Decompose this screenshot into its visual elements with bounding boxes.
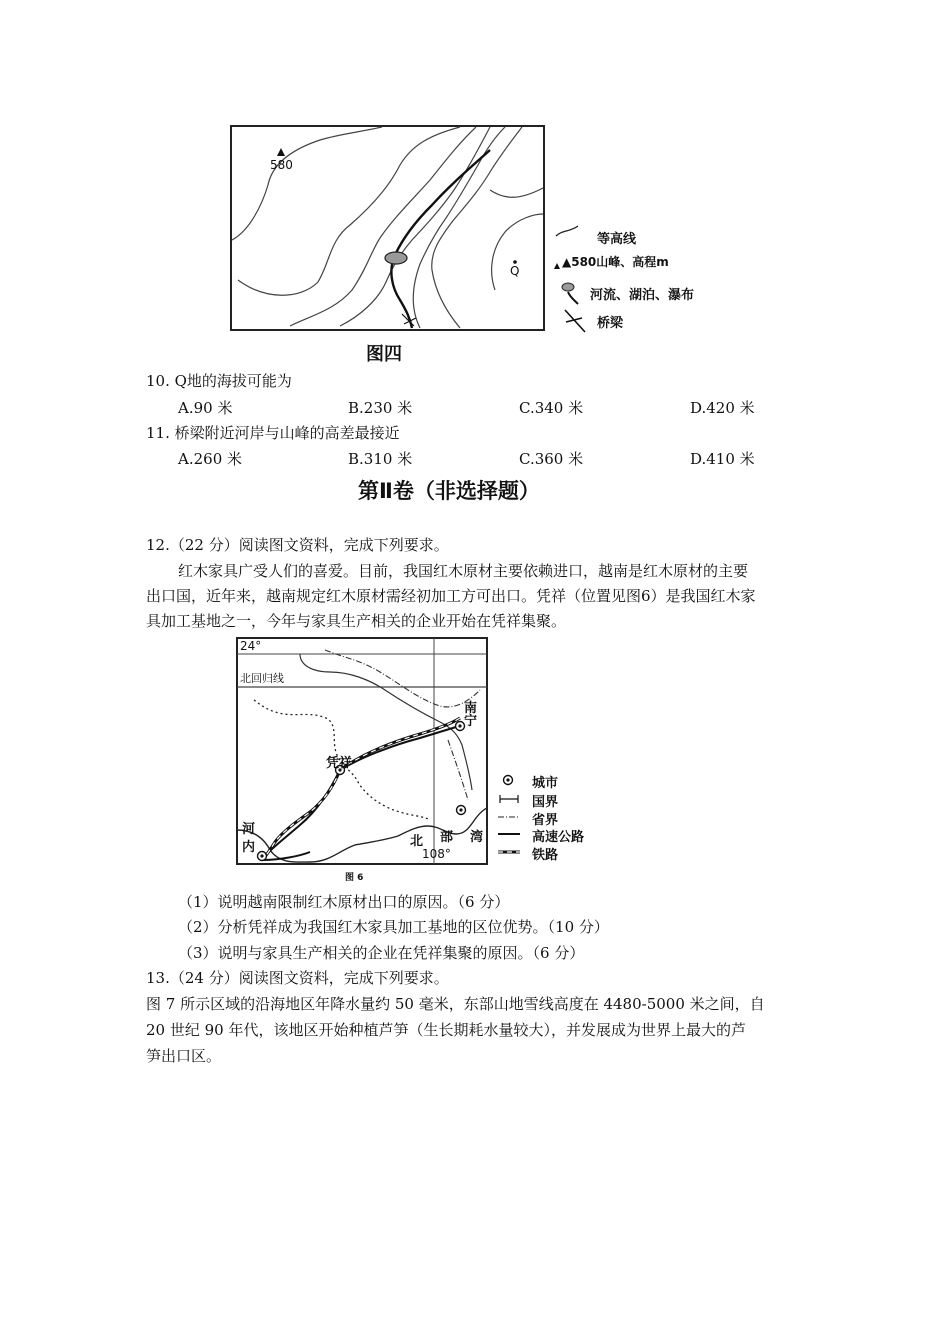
option-a: A.90 米 xyxy=(178,399,233,417)
longitude-label: 108° xyxy=(422,847,451,861)
paragraph-line: 笋出口区。 xyxy=(146,1047,222,1065)
figure-4-caption: 图四 xyxy=(366,344,402,365)
legend-city: 城市 xyxy=(532,776,559,791)
legend-national-border: 国界 xyxy=(532,795,559,810)
option-d: D.410 米 xyxy=(690,450,755,468)
legend-railway: 铁路 xyxy=(532,848,559,863)
option-a: A.260 米 xyxy=(178,450,242,468)
option-d: D.420 米 xyxy=(690,399,755,417)
paragraph-line: 出口国，近年来，越南规定红木原材需经初加工方可出口。凭祥（位置见图6）是我国红木家 xyxy=(146,587,756,605)
legend-highway: 高速公路 xyxy=(532,830,585,845)
legend-peak: ▲580山峰、高程m xyxy=(562,255,669,269)
subquestion: （3）说明与家具生产相关的企业在凭祥集聚的原因。（6 分） xyxy=(178,944,585,962)
legend-water: 河流、湖泊、瀑布 xyxy=(590,288,695,303)
question-10-stem: 10. Q地的海拔可能为 xyxy=(146,372,292,390)
legend-contour: 等高线 xyxy=(597,232,637,247)
paragraph-line: 图 7 所示区域的沿海地区年降水量约 50 毫米，东部山地雪线高度在 4480-5000 米之间，自 xyxy=(146,995,765,1013)
point-q-label: Q xyxy=(510,264,520,278)
hanoi-label-1: 河 xyxy=(242,822,256,837)
paragraph-line: 具加工基地之一，今年与家具生产相关的企业开始在凭祥集聚。 xyxy=(146,612,567,630)
paragraph-line: 20 世纪 90 年代，该地区开始种植芦笋（生长期耗水量较大），并发展成为世界上最大的芦 xyxy=(146,1021,746,1039)
option-b: B.230 米 xyxy=(348,399,413,417)
gulf-label-wan: 湾 xyxy=(470,830,484,845)
tropic-label: 北回归线 xyxy=(240,672,284,685)
question-13-stem: 13.（24 分）阅读图文资料，完成下列要求。 xyxy=(146,969,449,987)
figure-6-caption: 图 6 xyxy=(345,873,364,883)
pingxiang-label: 凭祥 xyxy=(326,756,353,771)
peak-label: 580 xyxy=(270,158,293,172)
section-title: 第Ⅱ卷（非选择题） xyxy=(358,479,540,503)
option-b: B.310 米 xyxy=(348,450,413,468)
paragraph-line: 红木家具广受人们的喜爱。目前，我国红木原材主要依赖进口，越南是红木原材的主要 xyxy=(178,562,749,580)
hanoi-label-2: 内 xyxy=(242,840,256,855)
question-12-stem: 12.（22 分）阅读图文资料，完成下列要求。 xyxy=(146,536,449,554)
option-c: C.360 米 xyxy=(519,450,584,468)
legend-province-border: 省界 xyxy=(532,813,559,828)
option-c: C.340 米 xyxy=(519,399,584,417)
question-11-stem: 11. 桥梁附近河岸与山峰的高差最接近 xyxy=(146,424,400,442)
gulf-label-bei: 北 xyxy=(410,834,424,849)
latitude-label: 24° xyxy=(240,639,262,653)
nanning-label-2: 宁 xyxy=(464,714,478,729)
gulf-label-bu: 部 xyxy=(440,830,454,845)
nanning-label-1: 南 xyxy=(464,701,478,716)
subquestion: （1）说明越南限制红木原材出口的原因。（6 分） xyxy=(178,893,510,911)
legend-bridge: 桥梁 xyxy=(597,316,624,331)
subquestion: （2）分析凭祥成为我国红木家具加工基地的区位优势。（10 分） xyxy=(178,918,609,936)
